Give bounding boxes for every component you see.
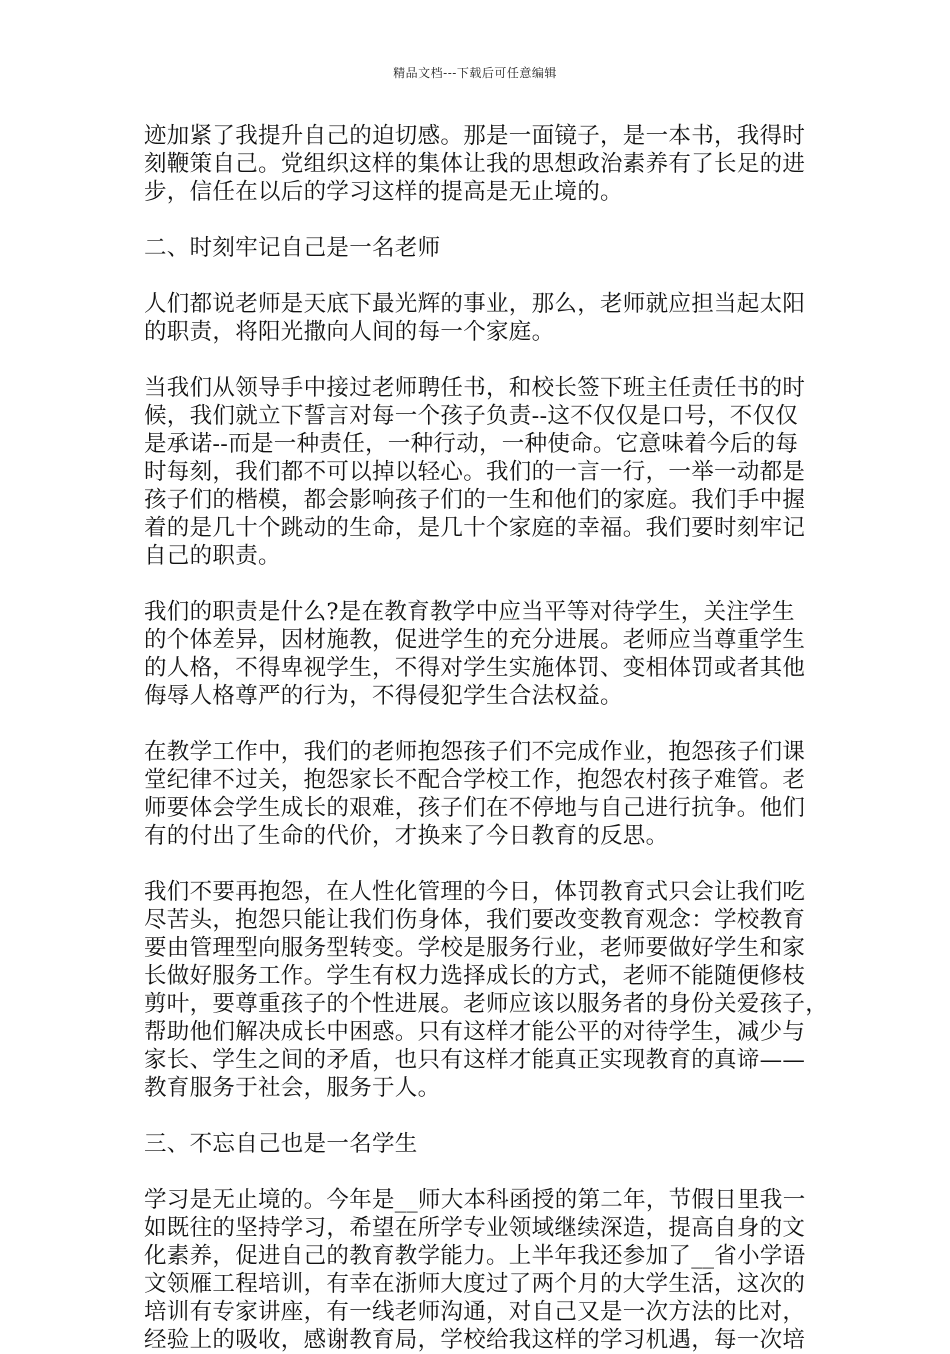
paragraph: [144, 1186, 814, 1354]
text-line: 师要体会学生成长的艰难，孩子们在不停地与自己进行抗争。他们: [144, 795, 806, 821]
text-line: 文领雁工程培训，有幸在浙师大度过了两个月的大学生活，这次的: [144, 1271, 806, 1297]
text-line: 剪叶，要尊重孩子的个性进展。老师应该以服务者的身份关爱孩子，: [144, 991, 829, 1017]
text-line: 教育服务于社会，服务于人。: [144, 1075, 441, 1101]
text-line: 家长、学生之间的矛盾，也只有这样才能真正实现教育的真谛——: [144, 1047, 806, 1073]
text-line: 侮辱人格尊严的行为，不得侵犯学生合法权益。: [144, 683, 623, 709]
text-line: 化素养，促进自己的教育教学能力。上半年我还参加了__省小学语: [144, 1243, 806, 1269]
text-line: 的个体差异，因材施教，促进学生的充分进展。老师应当尊重学生: [144, 627, 806, 653]
paragraph: [144, 738, 814, 850]
paragraph-gap: [144, 1102, 814, 1130]
text-line: 的职责，将阳光撒向人间的每一个家庭。: [144, 319, 555, 345]
paragraph-gap: [144, 262, 814, 290]
text-line: 的人格，不得卑视学生，不得对学生实施体罚、变相体罚或者其他: [144, 655, 806, 681]
text-line: 在教学工作中，我们的老师抱怨孩子们不完成作业，抱怨孩子们课: [144, 739, 806, 765]
section-heading: [144, 1130, 814, 1158]
document-body: [144, 122, 829, 1354]
text-line: 我们不要再抱怨，在人性化管理的今日，体罚教育式只会让我们吃: [144, 879, 806, 905]
text-line: 学习是无止境的。今年是__师大本科函授的第二年，节假日里我一: [144, 1187, 806, 1213]
text-line: 着的是几十个跳动的生命，是几十个家庭的幸福。我们要时刻牢记: [144, 515, 806, 541]
text-line: 三、不忘自己也是一名学生: [144, 1131, 418, 1157]
section-heading: [144, 234, 814, 262]
text-line: 是承诺--而是一种责任，一种行动，一种使命。它意味着今后的每: [144, 431, 799, 457]
page-header: 精品文档---下载后可任意编辑: [393, 66, 557, 80]
text-line: 二、时刻牢记自己是一名老师: [144, 235, 441, 261]
text-line: 如既往的坚持学习，希望在所学专业领域继续深造，提高自身的文: [144, 1215, 806, 1241]
text-line: 孩子们的楷模，都会影响孩子们的一生和他们的家庭。我们手中握: [144, 487, 806, 513]
paragraph-gap: [144, 346, 814, 374]
text-line: 培训有专家讲座，有一线老师沟通，对自己又是一次方法的比对，: [144, 1299, 806, 1325]
paragraph-gap: [144, 206, 814, 234]
text-line: 自己的职责。: [144, 543, 281, 569]
paragraph: [144, 122, 814, 206]
text-line: 有的付出了生命的代价，才换来了今日教育的反思。: [144, 823, 669, 849]
text-line: 人们都说老师是天底下最光辉的事业，那么，老师就应担当起太阳: [144, 291, 806, 317]
text-line: 候，我们就立下誓言对每一个孩子负责--这不仅仅是口号，不仅仅: [144, 403, 799, 429]
text-line: 堂纪律不过关，抱怨家长不配合学校工作，抱怨农村孩子难管。老: [144, 767, 806, 793]
text-line: 时每刻，我们都不可以掉以轻心。我们的一言一行，一举一动都是: [144, 459, 806, 485]
paragraph: [144, 598, 814, 710]
paragraph: [144, 374, 814, 570]
paragraph: [144, 878, 829, 1102]
paragraph: [144, 290, 814, 346]
text-line: 尽苦头，抱怨只能让我们伤身体，我们要改变教育观念：学校教育: [144, 907, 806, 933]
paragraph-gap: [144, 710, 814, 738]
text-line: 当我们从领导手中接过老师聘任书，和校长签下班主任责任书的时: [144, 375, 806, 401]
text-line: 步，信任在以后的学习这样的提高是无止境的。: [144, 179, 623, 205]
paragraph-gap: [144, 850, 814, 878]
text-line: 迹加紧了我提升自己的迫切感。那是一面镜子，是一本书，我得时: [144, 123, 806, 149]
text-line: 刻鞭策自己。党组织这样的集体让我的思想政治素养有了长足的进: [144, 151, 806, 177]
text-line: 经验上的吸收，感谢教育局，学校给我这样的学习机遇，每一次培: [144, 1327, 806, 1353]
text-line: 我们的职责是什么?是在教育教学中应当平等对待学生，关注学生: [144, 599, 795, 625]
text-line: 帮助他们解决成长中困惑。只有这样才能公平的对待学生，减少与: [144, 1019, 806, 1045]
text-line: 要由管理型向服务型转变。学校是服务行业，老师要做好学生和家: [144, 935, 806, 961]
text-line: 长做好服务工作。学生有权力选择成长的方式，老师不能随便修枝: [144, 963, 806, 989]
paragraph-gap: [144, 570, 814, 598]
paragraph-gap: [144, 1158, 814, 1186]
